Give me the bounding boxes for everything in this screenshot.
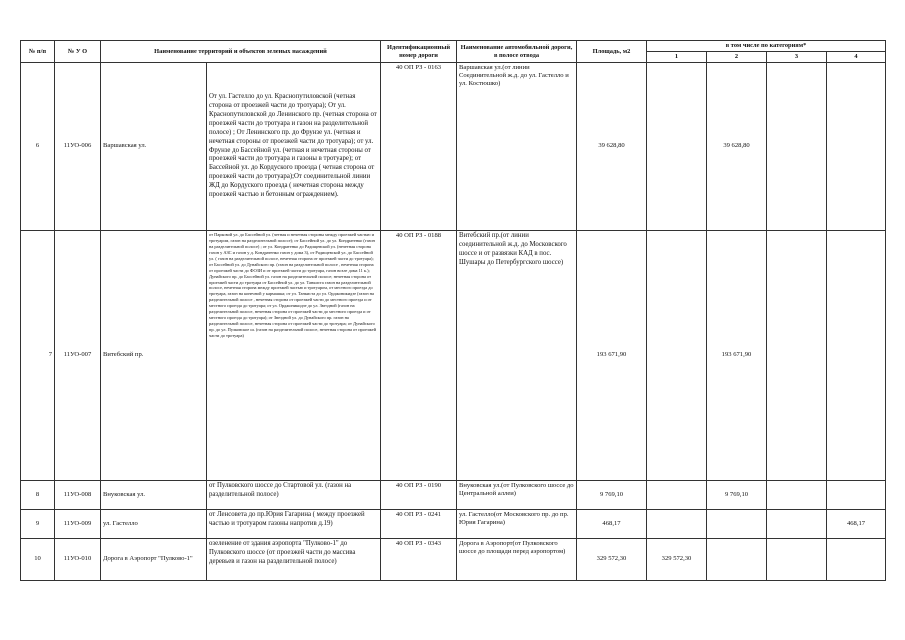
header-cat2: 2: [707, 52, 767, 63]
row-cat2: [707, 510, 767, 539]
row-cat1: [647, 63, 707, 231]
table-row: [21, 481, 886, 510]
row-uo: 11УО-008: [55, 481, 101, 510]
row-num: 6: [21, 63, 55, 231]
table-row: [21, 510, 886, 539]
green-areas-table: [20, 40, 886, 581]
row-cat3: [767, 231, 827, 481]
row-name: Дорога в Аэропорт "Пулково-1": [101, 539, 207, 581]
row-ident: 40 ОП РЗ - 0163: [381, 63, 457, 231]
row-num: 8: [21, 481, 55, 510]
table-sheet: [20, 40, 885, 581]
row-objects: от Пулковского шоссе до Стартовой ул. (газон на разделительной полосе): [207, 481, 381, 510]
row-objects: От ул. Гастелло до ул. Краснопутиловской (четная сторона от проезжей части до тротуара); От ул. Краснопутиловской до Ленинского пр. (четная сторона от проезжей части до тротуара и газон на разделительной полосе) ; От Ленинского пр. до Фрунзе ул. (четная и нечетная стороны от проезжей части до тротуара); от ул. Фрунзе до Бассейной ул. (четная и нечетная стороны от проезжей части до тротуара и газоны в тротуаре); от Бассейной ул. до Кордуского проезда ( четная сторона от проезжей части до тротуара);От соединительной линии ЖД до Кордуского проезда ( нечетная сторона между проезжей частью и бетонным ограждением).: [207, 63, 381, 231]
row-ident: 40 ОП РЗ - 0188: [381, 231, 457, 481]
row-road: Дорога в Аэропорт(от Пулковского шоссе до площади перед аэропортом): [457, 539, 577, 581]
row-cat2: 193 671,90: [707, 231, 767, 481]
row-ident: 40 ОП РЗ - 0190: [381, 481, 457, 510]
header-categories: в том числе по категориям*: [647, 41, 886, 52]
row-cat3: [767, 481, 827, 510]
row-name: ул. Гастелло: [101, 510, 207, 539]
row-cat3: [767, 63, 827, 231]
row-cat1: [647, 231, 707, 481]
row-cat1: [647, 510, 707, 539]
row-name: Внуковская ул.: [101, 481, 207, 510]
row-cat4: [827, 231, 886, 481]
row-area: 39 628,80: [577, 63, 647, 231]
row-uo: 11УО-006: [55, 63, 101, 231]
row-area: 9 769,10: [577, 481, 647, 510]
header-road: Наименование автомобильной дороги, в полосе отвода: [457, 41, 577, 63]
row-ident: 40 ОП РЗ - 0241: [381, 510, 457, 539]
row-road: ул. Гастелло(от Московского пр. до пр. Юрия Гагарина): [457, 510, 577, 539]
row-area: 329 572,30: [577, 539, 647, 581]
row-objects: озеленение от здания аэропорта "Пулково-1" до Пулковского шоссе (от проезжей части до массива деревьев и газон на разделительной полосе): [207, 539, 381, 581]
row-num: 7: [21, 231, 55, 481]
row-area: 468,17: [577, 510, 647, 539]
row-cat2: 9 769,10: [707, 481, 767, 510]
row-cat1: [647, 481, 707, 510]
row-cat4: [827, 63, 886, 231]
row-cat4: [827, 539, 886, 581]
row-road: Варшавская ул.(от линии Соединительной ж.д. до ул. Гастелло и ул. Костюшко): [457, 63, 577, 231]
row-uo: 11УО-007: [55, 231, 101, 481]
row-cat1: 329 572,30: [647, 539, 707, 581]
row-cat3: [767, 539, 827, 581]
row-area: 193 671,90: [577, 231, 647, 481]
row-cat2: [707, 539, 767, 581]
header-num: № п/п: [21, 41, 55, 63]
row-road: Витебский пр.(от линии соединительной ж.д. до Московского шоссе и от развязки КАД в пос. Шушары до Петербургского шоссе): [457, 231, 577, 481]
row-num: 10: [21, 539, 55, 581]
row-name: Витебский пр.: [101, 231, 207, 481]
row-ident: 40 ОП РЗ - 0343: [381, 539, 457, 581]
header-cat3: 3: [767, 52, 827, 63]
row-road: Внуковская ул.(от Пулковского шоссе до Центральной аллеи): [457, 481, 577, 510]
header-ident: Идентификационный номер дороги: [381, 41, 457, 63]
header-area: Площадь, м2: [577, 41, 647, 63]
row-cat3: [767, 510, 827, 539]
row-objects: от Парковой ул. до Бассейной ул. (четная и нечетная стороны между проезжей частью и тротуаром, газон на разделительной полосе); от Бассейной ул. до ул. Кондратенко (газон на разделительной полосе) ; от ул. Кондратенко до Радищевской ул. (нечетная сторона газон у АЗС и газон у д. Кондратенко газон у дома 3), от Радищевской ул. до Бассейной ул. ( газон на разделительной полосе, нечетная сторона от проезжей части до тротуара); от Бассейной ул. до Дунайского пр. (газон на разделительной полосе , нечетная сторона от проезжей части до ФОЗИ и от проезжей части до тротуара, газон возле дома 11 к.); Дунайского пр. до Бассейной ул. газон на разделительной полосе; нечетная сторона от проезжей части до тротуара от Бассейной ул. до ул. Танкиста газон на разделительной полосе, нечетная сторона между проезжей частью и тротуаром, от местного проезда до тротуара, газон на конечной у кармашка; от ул. Танкиста до ул. Орджоникидзе (газон на разделительной полосе , нечетная сторона от проезжей части до местного проезда и от местного проезда до тротуара; от ул. Орджоникидзе до ул. Звездной (газон на разделительной полосе, нечетная сторона от проезжей части до местного проезда и от местного проезда до тротуара); от Звездной ул. до Дунайского пр. газон на разделительной полосе, нечетная сторона от проезжей части до тротуара; от Дунайского пр. до ул. Пулковское ш. (газон на разделительной полосе, нечетная сторона от проезжей части до тротуара): [207, 231, 381, 481]
header-cat4: 4: [827, 52, 886, 63]
row-cat4: 468,17: [827, 510, 886, 539]
header-uo: № У О: [55, 41, 101, 63]
table-row: [21, 539, 886, 581]
header-name: Наименование территорий и объектов зеленых насаждений: [101, 41, 381, 63]
row-name: Варшавская ул.: [101, 63, 207, 231]
row-cat2: 39 628,80: [707, 63, 767, 231]
row-objects: от Ленсовета до пр.Юрия Гагарина ( между проезжей частью и тротуаром газоны напротив д.19): [207, 510, 381, 539]
row-cat4: [827, 481, 886, 510]
row-uo: 11УО-010: [55, 539, 101, 581]
row-uo: 11УО-009: [55, 510, 101, 539]
row-num: 9: [21, 510, 55, 539]
table-row: [21, 63, 886, 231]
table-row: [21, 231, 886, 481]
header-cat1: 1: [647, 52, 707, 63]
